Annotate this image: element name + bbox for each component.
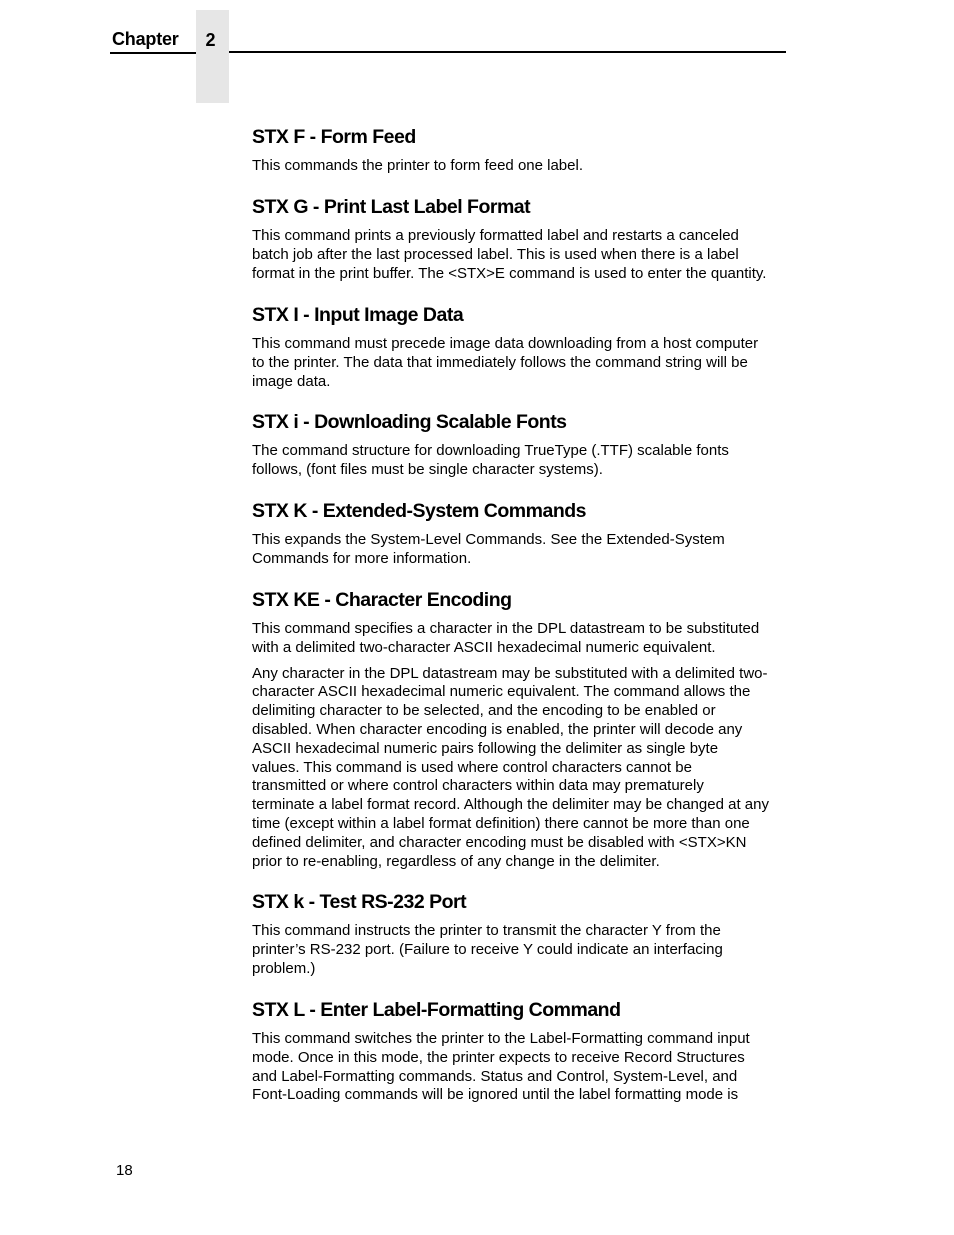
chapter-rule-left [110, 52, 196, 54]
section-stx-k-upper [252, 499, 792, 569]
section-paragraph: This command switches the printer to the Label-Formatting command input mode. Once in this mode, the printer expects to receive Record Structures and Label-Formatting commands. Status and Control, System-Level, and Font-Loading commands will be ignored until the label formatting mode is [252, 1030, 750, 1104]
section-paragraph: This expands the System-Level Commands. See the Extended-System Commands for more information. [252, 531, 725, 567]
section-stx-f [252, 125, 792, 176]
section-paragraph: This commands the printer to form feed one label. [252, 157, 583, 174]
section-paragraph: This command specifies a character in the DPL datastream to be substituted with a delimited two-character ASCII hexadecimal numeric equivalent. [252, 620, 760, 656]
section-heading: STX L - Enter Label-Formatting Command [252, 999, 621, 1021]
section-paragraph: This command must precede image data downloading from a host computer to the printer. The data that immediately follows the command string will be image data. [252, 335, 759, 390]
chapter-rule-right [229, 51, 786, 53]
section-heading: STX k - Test RS-232 Port [252, 891, 467, 913]
section-paragraph: This command prints a previously formatted label and restarts a canceled batch job after the last processed label. This is used when there is a label format in the print buffer. The <STX>E command is used to enter the quantity. [252, 227, 767, 282]
section-stx-i-lower [252, 410, 792, 480]
section-stx-ke [252, 588, 792, 871]
chapter-label: Chapter [112, 29, 179, 49]
section-heading: STX i - Downloading Scalable Fonts [252, 411, 567, 433]
section-heading: STX G - Print Last Label Format [252, 196, 531, 218]
section-stx-g [252, 195, 792, 283]
section-heading: STX KE - Character Encoding [252, 589, 512, 611]
section-heading: STX F - Form Feed [252, 126, 416, 148]
section-paragraph: The command structure for downloading TrueType (.TTF) scalable fonts follows, (font files must be single character systems). [252, 442, 729, 478]
section-heading: STX I - Input Image Data [252, 304, 464, 326]
section-paragraph: This command instructs the printer to transmit the character Y from the printer’s RS-232 port. (Failure to receive Y could indicate an interfacing problem.) [252, 922, 723, 977]
page-number: 18 [116, 1162, 133, 1179]
section-stx-k-lower [252, 890, 792, 978]
chapter-number: 2 [205, 30, 216, 50]
section-stx-l [252, 998, 792, 1105]
section-stx-i-upper [252, 303, 792, 391]
section-paragraph: Any character in the DPL datastream may be substituted with a delimited two- character ASCII hexadecimal numeric equivalent. The command allows the delimiting character to be selected, and the encoding to be enabled or disabled. When character encoding is enabled, the printer will decode any ASCII hexadecimal numeric pairs following the delimiter as single byte values. This command is used where control characters cannot be transmitted or where control characters within data may prematurely terminate a label format record. Although the delimiter may be changed at any time (except within a label format definition) there cannot be more than one defined delimiter, and character encoding must be disabled with <STX>KN prior to re-enabling, regardless of any change in the delimiter. [252, 664, 769, 870]
section-heading: STX K - Extended-System Commands [252, 500, 586, 522]
chapter-tab [196, 10, 229, 103]
